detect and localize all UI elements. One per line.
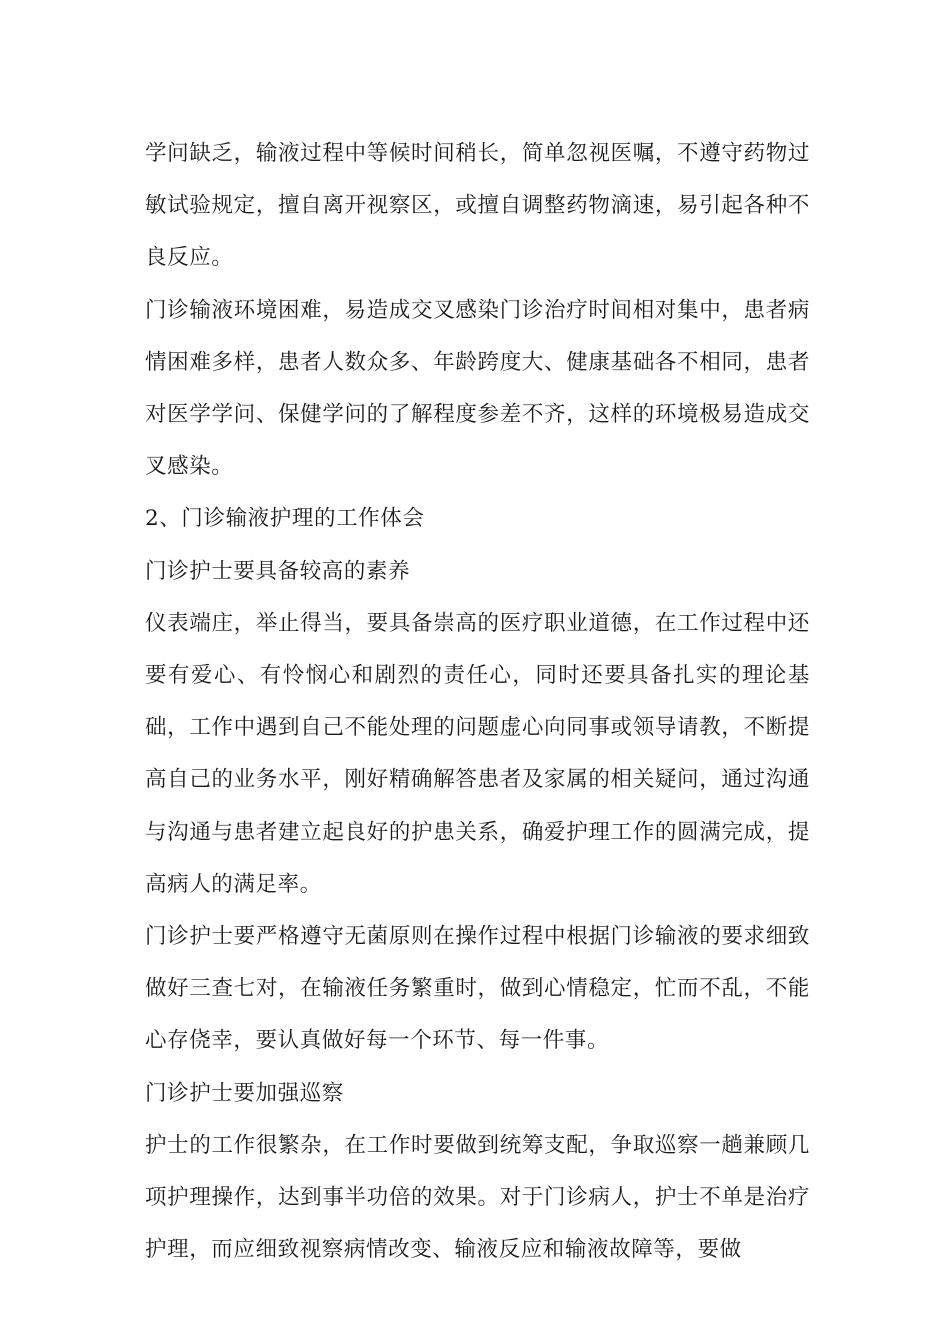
paragraph-lack-of-knowledge: 学问缺乏，输液过程中等候时间稍长，简单忽视医嘱，不遵守药物过敏试验规定，擅自离开视察区，或擅自调整药物滴速，易引起各种不良反应。 — [145, 141, 810, 271]
section-heading-work-experience: 2、门诊输液护理的工作体会 — [145, 506, 425, 532]
subheading-nurse-quality: 门诊护士要具备较高的素养 — [145, 558, 411, 584]
paragraph-infusion-environment: 门诊输液环境困难，易造成交叉感染门诊治疗时间相对集中，患者病情困难多样，患者人数众多、年龄跨度大、健康基础各不相同，患者对医学学问、保健学问的了解程度参差不齐，这样的环境极易造成交叉感染。 — [145, 297, 810, 480]
paragraph-nurse-workload: 护士的工作很繁杂，在工作时要做到统筹支配，争取巡察一趟兼顾几项护理操作，达到事半功倍的效果。对于门诊病人，护士不单是治疗护理，而应细致视察病情改变、输液反应和输液故障等，要做 — [145, 1132, 810, 1263]
subheading-strengthen-patrol: 门诊护士要加强巡察 — [145, 1080, 344, 1106]
paragraph-nurse-conduct: 仪表端庄，举止得当，要具备崇高的医疗职业道德，在工作过程中还要有爱心、有怜悯心和剧烈的责任心，同时还要具备扎实的理论基础，工作中遇到自己不能处理的问题虚心向同事或领导请教，不断提高自己的业务水平，刚好精确解答患者及家属的相关疑问，通过沟通与沟通与患者建立起良好的护患关系，确爱护理工作的圆满完成，提高病人的满足率。 — [145, 610, 810, 897]
document-body — [145, 128, 810, 1276]
paragraph-aseptic-principle: 门诊护士要严格遵守无菌原则在操作过程中根据门诊输液的要求细致做好三查七对，在输液任务繁重时，做到心情稳定，忙而不乱，不能心存侥幸，要认真做好每一个环节、每一件事。 — [145, 924, 810, 1054]
